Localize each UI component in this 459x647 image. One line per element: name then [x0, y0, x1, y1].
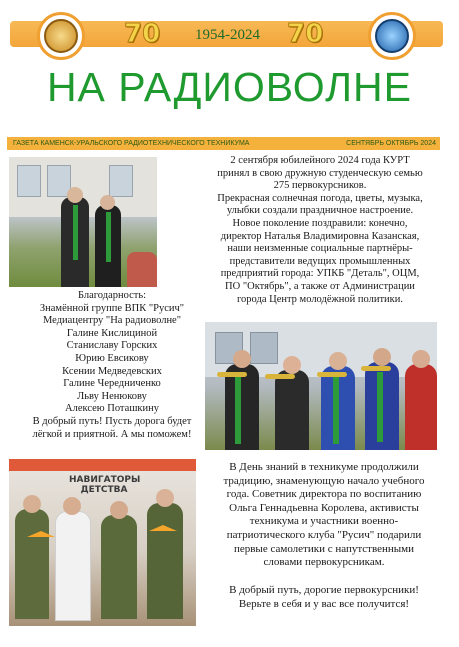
photo-cadets-paper-planes: [9, 459, 196, 626]
intro-line: принял в свою дружную студенческую семью: [217, 167, 423, 179]
newspaper-name: ГАЗЕТА КАМЕНСК-УРАЛЬСКОГО РАДИОТЕХНИЧЕСКОГО ТЕХНИКУМА: [13, 140, 250, 147]
anniversary-years: 1954-2024: [195, 27, 260, 43]
newspaper-title: НА РАДИОВОЛНЕ: [46, 64, 413, 110]
intro-line: ПО "Октябрь", а также от Администрации: [225, 280, 415, 292]
thanks-line: Алексею Поташкину: [65, 403, 159, 415]
thanks-line: Станиславу Горских: [66, 340, 158, 352]
subheader-strip: [7, 137, 440, 150]
kurt-logo: [368, 12, 416, 60]
knowledge-day-line: года. Советник директора по воспитанию: [226, 488, 422, 501]
intro-line: 2 сентября юбилейного 2024 года КУРТ: [230, 155, 410, 166]
knowledge-day-line: патриотического клуба "Русич" подарили: [226, 528, 422, 541]
logo-emblem: [375, 19, 409, 53]
thanks-line: лёгкой и приятной. А мы поможем!: [32, 428, 192, 440]
closing-wish: [208, 584, 440, 611]
knowledge-day-line: традицию, знаменующую начало учебного: [223, 474, 425, 487]
thanks-line: Медиацентру "На радиоволне": [42, 315, 182, 327]
professionalitet-logo: [37, 12, 85, 60]
thanks-line: Знамённой группе ВПК "Русич": [39, 302, 185, 314]
thanks-line: Льву Ненюкову: [77, 390, 147, 402]
thanks-line: Галине Чередниченко: [63, 378, 161, 390]
wish-line: Верьте в себя и у вас все получится!: [238, 597, 410, 610]
intro-line: наши неизменные социальные партнёры-: [227, 243, 413, 255]
intro-article: [205, 155, 435, 306]
knowledge-day-line: техникума и участники военно-: [249, 515, 399, 528]
wish-line: В добрый путь, дорогие первокурсники!: [229, 584, 419, 596]
knowledge-day-line: Ольга Геннадьевна Королева, активисты: [229, 501, 419, 514]
intro-line: города Центр молодёжной политики.: [236, 293, 404, 305]
photo-welcome-speakers: [9, 157, 157, 287]
knowledge-day-article: [208, 461, 440, 570]
intro-line: Новое поколение поздравили: конечно,: [232, 217, 408, 229]
thanks-line: Галине Кислициной: [66, 327, 158, 339]
thanks-line: Ксении Медведевских: [62, 365, 162, 377]
thanks-line: Юрию Евсикову: [75, 352, 149, 364]
anniversary-badge-right: 70: [287, 19, 324, 49]
thanks-line: Благодарность:: [77, 290, 147, 301]
knowledge-day-line: первые самолетики с напутственными: [233, 542, 415, 555]
issue-date: СЕНТЯБРЬ ОКТЯБРЬ 2024: [346, 140, 436, 147]
logo-emblem: [44, 19, 78, 53]
photo-students-microphones: [205, 322, 437, 450]
knowledge-day-line: В День знаний в техникуме продолжили: [229, 461, 419, 473]
anniversary-badge-left: 70: [124, 19, 161, 49]
navigators-sign: НАВИГАТОРЫ ДЕТСТВА: [69, 475, 141, 495]
thanks-section: [18, 290, 206, 441]
intro-line: представители ведущих промышленных: [229, 255, 411, 267]
intro-line: Прекрасная солнечная погода, цветы, музыка,: [217, 192, 423, 204]
intro-line: улыбки создали праздничное настроение.: [226, 205, 414, 217]
intro-line: предприятий города: УПКБ "Деталь", ОЦМ,: [220, 268, 420, 280]
knowledge-day-line: словами первокурсникам.: [263, 556, 385, 569]
intro-line: 275 первокурсников.: [273, 180, 367, 192]
intro-line: директор Наталья Владимировна Казанская,: [220, 230, 420, 242]
thanks-line: В добрый путь! Пусть дорога будет: [32, 415, 192, 427]
